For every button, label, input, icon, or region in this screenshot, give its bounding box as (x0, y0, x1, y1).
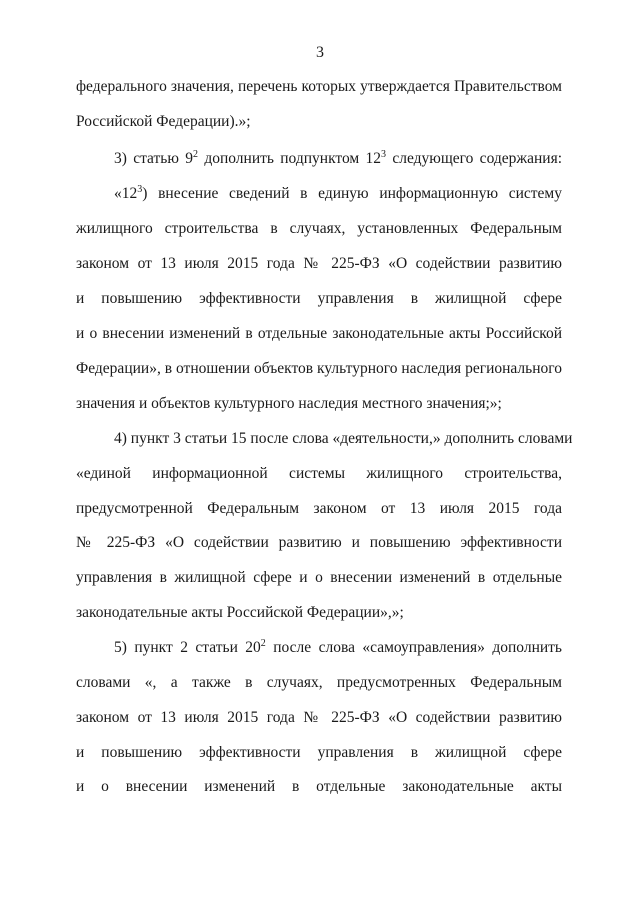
text-line: жилищного строительства в случаях, установленных Федеральным (76, 220, 562, 237)
text-segment: ) внесение сведений в единую информационную систему (142, 185, 562, 202)
text-line: и о внесении изменений в отдельные законодательные акты (76, 778, 562, 795)
text-line: и о внесении изменений в отдельные законодательные акты Российской (76, 325, 562, 342)
text-line: предусмотренной Федеральным законом от 13 июля 2015 года (76, 500, 562, 517)
superscript: 3 (137, 184, 143, 195)
paragraph-5-line (114, 638, 562, 658)
text-line: № 225-ФЗ «О содействии развитию и повышению эффективности (76, 534, 562, 551)
text-segment: следующего содержания: (386, 150, 563, 167)
text-line: значения и объектов культурного наследия местного значения;»; (76, 395, 502, 412)
text-line: законодательные акты Российской Федерации»,»; (76, 604, 404, 621)
text-line: Российской Федерации).»; (76, 113, 251, 130)
text-line: «единой информационной системы жилищного строительства, (76, 465, 562, 482)
text-line: управления в жилищной сфере и о внесении изменений в отдельные (76, 569, 562, 586)
superscript: 3 (381, 149, 387, 160)
text-line: законом от 13 июля 2015 года № 225-ФЗ «О содействии развитию (76, 709, 562, 726)
text-line: Федерации», в отношении объектов культурного наследия регионального (76, 360, 562, 377)
paragraph-3-line (114, 149, 562, 169)
superscript: 2 (193, 149, 199, 160)
text-segment: 3) статью 9 (114, 150, 194, 167)
text-segment: после слова «самоуправления» дополнить (265, 639, 562, 656)
text-line: федерального значения, перечень которых утверждается Правительством (76, 78, 562, 95)
text-segment: дополнить подпунктом 12 (198, 150, 382, 167)
page-number: 3 (316, 44, 324, 61)
text-line: словами «, а также в случаях, предусмотренных Федеральным (76, 674, 562, 691)
text-line: законом от 13 июля 2015 года № 225-ФЗ «О содействии развитию (76, 255, 562, 272)
text-line: и повышению эффективности управления в жилищной сфере (76, 290, 562, 307)
text-segment: «12 (114, 185, 138, 202)
text-line: и повышению эффективности управления в жилищной сфере (76, 744, 562, 761)
text-line: 4) пункт 3 статьи 15 после слова «деятельности,» дополнить словами (114, 430, 573, 447)
superscript: 2 (260, 638, 266, 649)
subpoint-12-3-line (114, 184, 562, 204)
text-segment: 5) пункт 2 статьи 20 (114, 639, 261, 656)
